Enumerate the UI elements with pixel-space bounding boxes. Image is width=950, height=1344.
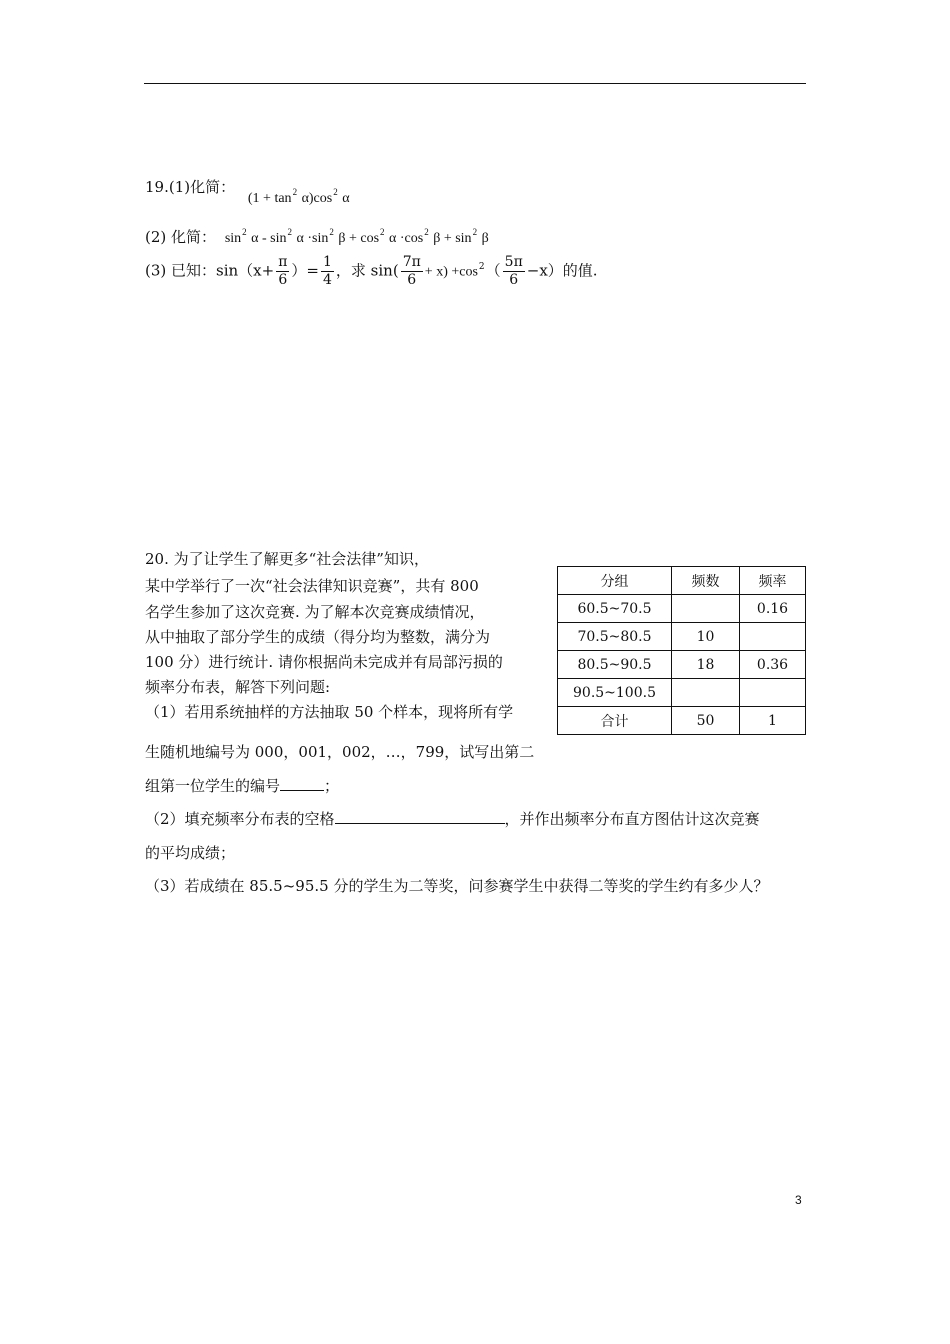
fraction-one-quarter <box>321 254 334 289</box>
table-cell: 10 <box>672 623 740 651</box>
table-cell <box>740 679 806 707</box>
q20-line-9 <box>145 775 339 796</box>
table-cell <box>672 679 740 707</box>
q20-line-3: 名学生参加了这次竞赛. 为了解本次竞赛成绩情况， <box>145 603 485 621</box>
table-row-total <box>558 707 806 735</box>
table-header-row <box>558 567 806 595</box>
denominator: 6 <box>503 271 525 289</box>
exponent: 2 <box>424 227 429 237</box>
line-text: （2）填充频率分布表的空格 <box>145 810 335 828</box>
table-cell: 0.36 <box>740 651 806 679</box>
numerator: 7π <box>402 254 421 270</box>
answer-blank[interactable] <box>280 776 324 791</box>
exponent: 2 <box>333 187 338 197</box>
expr-text: β + cos <box>334 231 380 246</box>
expr-text: α - sin <box>247 231 287 246</box>
table-cell: 50 <box>672 707 740 735</box>
expr-text: β <box>478 231 489 246</box>
q19-part2-expression <box>224 227 489 246</box>
denominator: 6 <box>401 271 423 289</box>
line-text: ； <box>324 777 340 795</box>
expr-text: (1 + tan <box>247 191 292 206</box>
exponent: 2 <box>242 227 247 237</box>
q20-line-10 <box>145 808 760 829</box>
fraction-pi-over-6 <box>276 254 289 289</box>
q20-line-4: 从中抽取了部分学生的成绩（得分均为整数，满分为 <box>145 628 491 646</box>
expr-text: α)cos <box>298 191 333 206</box>
table-cell: 18 <box>672 651 740 679</box>
expr-text: （ <box>485 261 501 280</box>
expr-text: −x）的值. <box>526 261 598 280</box>
expr-text: ）= <box>291 261 319 280</box>
q19-part2 <box>145 226 489 247</box>
line-text: 组第一位学生的编号 <box>145 777 281 795</box>
expr-text: + x) +cos <box>424 264 478 280</box>
table-header: 分组 <box>558 567 672 595</box>
q20-line-6: 频率分布表，解答下列问题: <box>145 678 331 696</box>
q19-part1-label: 19.(1)化简： <box>145 178 236 196</box>
numerator: π <box>278 254 288 270</box>
expr-text: β + sin <box>429 231 472 246</box>
fraction-7pi-over-6 <box>401 254 423 289</box>
frequency-table <box>557 566 806 735</box>
exponent: 2 <box>478 261 485 272</box>
q20-line-11: 的平均成绩； <box>145 844 236 862</box>
expr-text: sin <box>224 231 242 246</box>
line-text: ，并作出频率分布直方图估计这次竞赛 <box>504 810 760 828</box>
table-cell: 合计 <box>558 707 672 735</box>
table-header: 频率 <box>740 567 806 595</box>
answer-blank[interactable] <box>335 809 505 824</box>
exponent: 2 <box>292 187 298 197</box>
q19-part3-label: (3) 已知：sin（x+ <box>145 261 275 280</box>
numerator: 5π <box>504 254 523 270</box>
fraction-5pi-over-6 <box>503 254 525 289</box>
expr-text: α ·sin <box>293 231 329 246</box>
table-row <box>558 623 806 651</box>
table-cell: 80.5~90.5 <box>558 651 672 679</box>
exponent: 2 <box>472 227 478 237</box>
exponent: 2 <box>329 227 334 237</box>
q20-line-8: 生随机地编号为 000，001，002，…，799，试写出第二 <box>145 743 535 761</box>
q19-part3 <box>145 254 598 289</box>
denominator: 6 <box>276 271 289 289</box>
exponent: 2 <box>380 227 385 237</box>
q20-line-2: 某中学举行了一次“社会法律知识竞赛”，共有 800 <box>145 577 479 595</box>
expr-text: ，求 sin( <box>335 261 399 280</box>
q20-line-5: 100 分）进行统计. 请你根据尚未完成并有局部污损的 <box>145 653 503 671</box>
q20-line-1: 20. 为了让学生了解更多“社会法律”知识， <box>145 550 429 568</box>
table-row <box>558 679 806 707</box>
table-row <box>558 651 806 679</box>
table-cell <box>740 623 806 651</box>
table-cell: 0.16 <box>740 595 806 623</box>
numerator: 1 <box>322 254 332 270</box>
q19-part2-label: (2) 化简： <box>145 228 217 246</box>
table-row <box>558 595 806 623</box>
expr-text: α <box>338 191 350 206</box>
exponent: 2 <box>287 227 292 237</box>
denominator: 4 <box>322 272 332 288</box>
header-rule <box>144 83 806 84</box>
table-cell: 70.5~80.5 <box>558 623 672 651</box>
table-cell: 60.5~70.5 <box>558 595 672 623</box>
expr-text: α ·cos <box>385 231 424 246</box>
q20-line-7: （1）若用系统抽样的方法抽取 50 个样本，现将所有学 <box>145 703 514 721</box>
q19-part1-expression <box>247 187 350 206</box>
table-cell: 1 <box>740 707 806 735</box>
table-cell <box>672 595 740 623</box>
table-header: 频数 <box>672 567 740 595</box>
q20-line-12: （3）若成绩在 85.5~95.5 分的学生为二等奖，问参赛学生中获得二等奖的学生约有多少人？ <box>145 877 769 895</box>
page-number: 3 <box>795 1193 802 1207</box>
table-cell: 90.5~100.5 <box>558 679 672 707</box>
